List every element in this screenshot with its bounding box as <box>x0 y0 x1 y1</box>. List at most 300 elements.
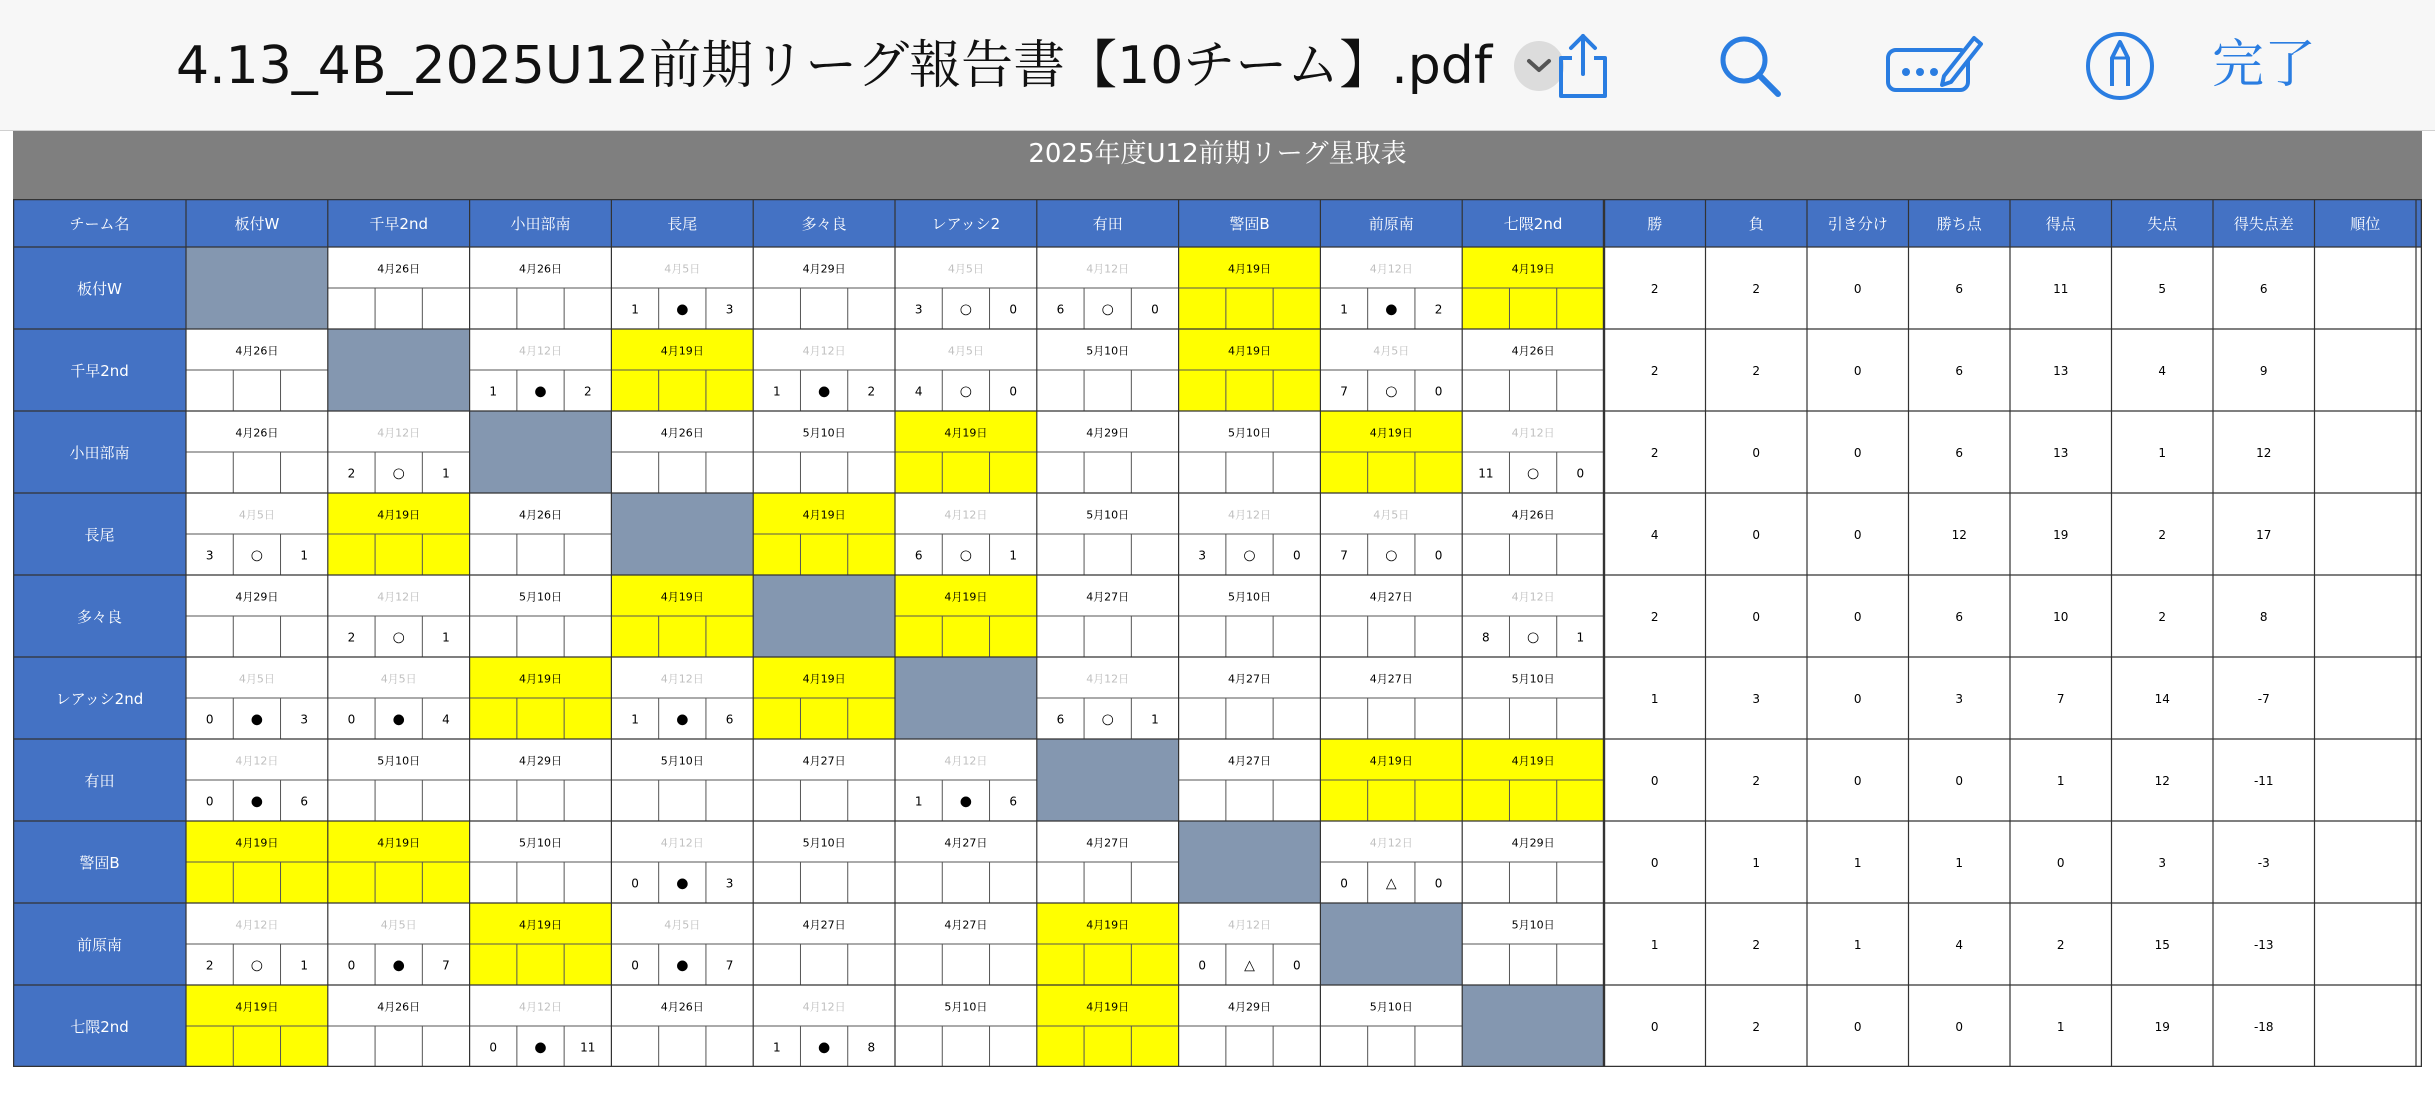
stat-value: 0 <box>1650 1020 1659 1034</box>
match-date: 4月12日 <box>1511 426 1555 440</box>
team-name: 警固B <box>79 854 120 872</box>
match-date: 4月5日 <box>664 918 701 932</box>
goals-against: 1 <box>300 958 308 973</box>
stat-value: 0 <box>1853 364 1862 378</box>
match-date: 4月26日 <box>377 1000 421 1014</box>
match-date: 5月10日 <box>377 754 421 768</box>
goals-against: 0 <box>1576 466 1585 481</box>
match-date: 4月19日 <box>235 836 279 850</box>
goals-for: 6 <box>914 548 923 563</box>
match-date: 4月12日 <box>1086 672 1130 686</box>
header-col-team: レアッシ2 <box>931 215 1001 233</box>
header-col-team: 小田部南 <box>510 215 571 233</box>
goals-for: 0 <box>631 958 639 973</box>
stat-value: 1 <box>1650 692 1659 706</box>
goals-against: 0 <box>1009 384 1017 399</box>
stat-value: 2 <box>2158 610 2167 624</box>
match-date: 4月12日 <box>1228 918 1271 932</box>
match-date: 4月19日 <box>1511 754 1555 768</box>
goals-against: 3 <box>725 876 734 891</box>
stat-value: 6 <box>1955 610 1964 624</box>
document-title[interactable] <box>176 28 1564 104</box>
match-date: 4月26日 <box>1511 508 1555 522</box>
result-mark: ● <box>676 875 689 892</box>
stat-value: 4 <box>1650 528 1659 542</box>
goals-against: 0 <box>1434 384 1443 399</box>
match-date: 5月10日 <box>802 836 846 850</box>
stat-value: 2 <box>1650 364 1659 378</box>
match-date: 4月27日 <box>802 918 846 932</box>
stat-value: -3 <box>2257 856 2270 870</box>
stat-cell <box>2315 493 2417 575</box>
self-match-cell <box>186 247 328 329</box>
stat-value: 0 <box>1955 1020 1964 1034</box>
result-mark: ○ <box>1243 547 1256 564</box>
goals-for: 8 <box>1482 630 1490 645</box>
stat-value: 9 <box>2259 364 2268 378</box>
goals-for: 1 <box>631 712 639 727</box>
match-date: 4月29日 <box>235 590 279 604</box>
goals-against: 1 <box>300 548 308 563</box>
goals-for: 3 <box>914 302 923 317</box>
result-mark: ○ <box>1526 629 1540 646</box>
goals-against: 6 <box>725 712 734 727</box>
stat-cell <box>2315 821 2417 903</box>
header-stat: 得失点差 <box>2233 215 2294 233</box>
header-team-name: チーム名 <box>69 215 130 233</box>
stat-value: 2 <box>2056 938 2065 952</box>
stat-value: 8 <box>2259 610 2268 624</box>
self-match-cell <box>470 411 612 493</box>
self-match-cell <box>895 657 1037 739</box>
match-date: 4月5日 <box>664 262 701 276</box>
self-match-cell <box>611 493 753 575</box>
match-date: 4月5日 <box>1373 508 1410 522</box>
match-date: 4月27日 <box>1369 590 1413 604</box>
document-title-text: 4.13_4B_2025U12前期リーグ報告書【10チーム】.pdf <box>176 36 1493 96</box>
stat-value: -11 <box>2253 774 2274 788</box>
goals-against: 6 <box>300 794 308 809</box>
stat-value: 1 <box>1955 856 1964 870</box>
goals-against: 4 <box>442 712 450 727</box>
goals-against: 3 <box>725 302 734 317</box>
goals-for: 1 <box>631 302 639 317</box>
stat-value: 1 <box>2158 446 2167 460</box>
goals-for: 1 <box>773 1040 781 1055</box>
self-match-cell <box>1179 821 1321 903</box>
share-icon[interactable] <box>1545 28 1621 104</box>
result-mark: ○ <box>959 383 973 400</box>
match-date: 4月19日 <box>235 1000 279 1014</box>
goals-for: 7 <box>1340 548 1348 563</box>
stat-value: 1 <box>2056 1020 2065 1034</box>
stat-value: 0 <box>1752 446 1761 460</box>
match-date: 5月10日 <box>519 836 562 850</box>
stat-cell <box>2315 575 2417 657</box>
goals-for: 11 <box>1478 466 1494 481</box>
stat-cell <box>2315 739 2417 821</box>
stat-value: 0 <box>1853 446 1862 460</box>
team-name: 七隈2nd <box>70 1018 129 1036</box>
goals-against: 1 <box>442 466 450 481</box>
match-date: 5月10日 <box>802 426 846 440</box>
match-date: 4月29日 <box>1086 426 1130 440</box>
goals-against: 0 <box>1292 548 1301 563</box>
header-col-team: 千早2nd <box>369 215 428 233</box>
match-date: 4月19日 <box>1228 262 1271 276</box>
self-match-cell <box>1037 739 1179 821</box>
match-date: 4月19日 <box>519 918 562 932</box>
stat-cell <box>2315 247 2417 329</box>
match-date: 5月10日 <box>1369 1000 1413 1014</box>
stat-value: 19 <box>2053 528 2069 542</box>
result-mark: ● <box>250 711 264 728</box>
goals-for: 0 <box>489 1040 498 1055</box>
stat-value: 2 <box>2158 528 2167 542</box>
result-mark: ● <box>534 1039 547 1056</box>
header-col-team: 有田 <box>1092 215 1123 233</box>
goals-against: 0 <box>1434 548 1443 563</box>
match-date: 4月27日 <box>1228 754 1271 768</box>
stat-value: 6 <box>1955 364 1964 378</box>
match-date: 4月29日 <box>519 754 562 768</box>
header-stat: 失点 <box>2147 215 2178 233</box>
stat-value: 0 <box>2056 856 2065 870</box>
header-col-team: 板付W <box>234 215 280 233</box>
match-date: 4月19日 <box>377 836 421 850</box>
stat-value: 1 <box>1752 856 1761 870</box>
result-mark: ○ <box>250 547 264 564</box>
match-date: 5月10日 <box>944 1000 988 1014</box>
match-date: 4月26日 <box>660 426 704 440</box>
self-match-cell <box>328 329 470 411</box>
done-button[interactable]: 完了 <box>2212 35 2317 95</box>
match-date: 4月12日 <box>660 836 704 850</box>
stat-value: 1 <box>1853 938 1862 952</box>
match-date: 4月26日 <box>235 344 279 358</box>
stat-cell <box>2315 657 2417 739</box>
match-date: 4月19日 <box>944 426 988 440</box>
markup-icon[interactable] <box>2082 28 2158 104</box>
goals-for: 0 <box>205 794 214 809</box>
team-name: 板付W <box>77 280 122 298</box>
goals-for: 0 <box>205 712 214 727</box>
stat-value: 0 <box>1853 528 1862 542</box>
match-date: 4月29日 <box>1511 836 1555 850</box>
goals-against: 1 <box>1576 630 1585 645</box>
goals-for: 0 <box>347 958 356 973</box>
header-stat: 順位 <box>2350 215 2381 233</box>
goals-for: 2 <box>205 958 214 973</box>
stat-value: 6 <box>1955 282 1964 296</box>
stat-value: 0 <box>1752 528 1761 542</box>
stat-value: -18 <box>2253 1020 2274 1034</box>
stat-cell <box>2315 985 2417 1067</box>
stat-value: 5 <box>2158 282 2167 296</box>
result-mark: ● <box>392 711 405 728</box>
match-date: 4月12日 <box>1228 508 1271 522</box>
header-stat: 引き分け <box>1827 215 1888 233</box>
stat-value: 19 <box>2154 1020 2170 1034</box>
match-date: 4月19日 <box>660 590 704 604</box>
team-name: 千早2nd <box>70 362 129 380</box>
result-mark: ● <box>534 383 547 400</box>
stat-value: 0 <box>1853 1020 1862 1034</box>
match-date: 4月19日 <box>1369 754 1413 768</box>
stat-value: 2 <box>1752 1020 1761 1034</box>
team-name: 多々良 <box>76 608 123 626</box>
goals-against: 6 <box>1009 794 1017 809</box>
match-date: 4月5日 <box>947 262 984 276</box>
match-date: 4月12日 <box>377 426 421 440</box>
goals-for: 2 <box>347 630 356 645</box>
goals-against: 0 <box>1292 958 1301 973</box>
goals-for: 7 <box>1340 384 1348 399</box>
result-mark: ● <box>392 957 405 974</box>
goals-for: 0 <box>631 876 639 891</box>
match-date: 4月12日 <box>377 590 421 604</box>
result-mark: ● <box>1385 301 1398 318</box>
match-date: 4月12日 <box>1369 836 1413 850</box>
match-date: 4月12日 <box>519 1000 562 1014</box>
header-stat: 得点 <box>2045 215 2076 233</box>
header-col-team: 七隈2nd <box>1503 215 1563 233</box>
result-mark: ○ <box>1385 383 1398 400</box>
header-stat: 負 <box>1748 215 1764 233</box>
match-date: 5月10日 <box>519 590 562 604</box>
match-date: 4月26日 <box>1511 344 1555 358</box>
result-mark: ○ <box>959 301 973 318</box>
team-name: レアッシ2nd <box>55 690 144 708</box>
match-date: 4月19日 <box>802 508 846 522</box>
match-date: 5月10日 <box>1511 918 1555 932</box>
match-date: 5月10日 <box>1511 672 1555 686</box>
match-date: 4月19日 <box>377 508 421 522</box>
match-date: 4月12日 <box>1369 262 1413 276</box>
goals-for: 4 <box>914 384 923 399</box>
goals-for: 1 <box>1340 302 1348 317</box>
match-date: 4月12日 <box>660 672 704 686</box>
stat-value: 4 <box>2158 364 2167 378</box>
stat-value: 14 <box>2154 692 2170 706</box>
match-date: 4月27日 <box>802 754 846 768</box>
goals-against: 7 <box>442 958 450 973</box>
goals-against: 1 <box>1151 712 1159 727</box>
stat-value: 12 <box>1951 528 1967 542</box>
goals-for: 0 <box>347 712 356 727</box>
result-mark: ○ <box>1385 547 1398 564</box>
match-date: 4月5日 <box>380 918 417 932</box>
match-date: 4月12日 <box>235 918 279 932</box>
match-date: 4月27日 <box>944 836 988 850</box>
stat-value: 2 <box>1650 446 1659 460</box>
goals-against: 0 <box>1009 302 1017 317</box>
match-date: 4月19日 <box>1511 262 1555 276</box>
stat-value: 2 <box>1752 282 1761 296</box>
stat-value: 11 <box>2053 282 2069 296</box>
goals-against: 8 <box>867 1040 876 1055</box>
stat-value: -7 <box>2257 692 2270 706</box>
result-mark: ○ <box>1526 465 1540 482</box>
result-mark: ● <box>676 301 689 318</box>
stat-value: 0 <box>1752 610 1761 624</box>
match-date: 4月12日 <box>944 754 988 768</box>
match-date: 4月26日 <box>519 262 562 276</box>
stat-value: -13 <box>2253 938 2274 952</box>
result-mark: ● <box>676 957 689 974</box>
match-date: 4月27日 <box>944 918 988 932</box>
stat-value: 3 <box>1752 692 1761 706</box>
stat-value: 0 <box>1853 774 1862 788</box>
match-date: 4月12日 <box>235 754 279 768</box>
match-date: 4月19日 <box>519 672 562 686</box>
annotate-icon[interactable] <box>1884 28 1984 104</box>
stat-value: 0 <box>1853 692 1862 706</box>
match-date: 5月10日 <box>1228 426 1271 440</box>
stat-value: 1 <box>1853 856 1862 870</box>
result-mark: ○ <box>959 547 973 564</box>
result-mark: ● <box>817 383 831 400</box>
header-col-team: 前原南 <box>1368 215 1414 233</box>
goals-for: 3 <box>205 548 214 563</box>
stat-value: 0 <box>1650 856 1659 870</box>
match-date: 4月5日 <box>1373 344 1410 358</box>
match-date: 4月12日 <box>1511 590 1555 604</box>
result-mark: ○ <box>392 465 405 482</box>
goals-against: 11 <box>580 1040 596 1055</box>
header-col-team: 警固B <box>1229 215 1270 233</box>
match-date: 4月19日 <box>1369 426 1413 440</box>
stat-value: 3 <box>1955 692 1964 706</box>
sheet-title: 2025年度U12前期リーグ星取表 <box>13 131 2422 199</box>
header-stat: 勝 <box>1647 215 1663 233</box>
match-date: 4月26日 <box>660 1000 704 1014</box>
match-date: 4月26日 <box>519 508 562 522</box>
goals-against: 0 <box>1434 876 1443 891</box>
self-match-cell <box>1320 903 1462 985</box>
match-date: 5月10日 <box>1086 344 1130 358</box>
match-date: 4月5日 <box>238 508 275 522</box>
stat-value: 0 <box>1853 610 1862 624</box>
match-date: 4月19日 <box>1228 344 1271 358</box>
goals-for: 0 <box>1340 876 1348 891</box>
self-match-cell <box>753 575 895 657</box>
team-name: 有田 <box>84 772 115 790</box>
stat-cell <box>2315 903 2417 985</box>
match-date: 4月27日 <box>1086 836 1130 850</box>
goals-for: 1 <box>489 384 498 399</box>
match-date: 4月27日 <box>1228 672 1271 686</box>
match-date: 4月5日 <box>238 672 275 686</box>
stat-cell <box>2315 329 2417 411</box>
stat-value: 13 <box>2053 446 2069 460</box>
result-mark: △ <box>1244 957 1255 974</box>
stat-value: 2 <box>1752 774 1761 788</box>
team-name: 小田部南 <box>69 444 130 462</box>
match-date: 4月26日 <box>235 426 279 440</box>
match-date: 4月19日 <box>1086 1000 1130 1014</box>
result-mark: △ <box>1385 875 1397 892</box>
stat-value: 2 <box>1752 364 1761 378</box>
goals-against: 2 <box>583 384 592 399</box>
stat-value: 2 <box>1650 282 1659 296</box>
stat-value: 2 <box>1752 938 1761 952</box>
search-icon[interactable] <box>1712 28 1788 104</box>
match-date: 4月26日 <box>377 262 421 276</box>
stat-cell <box>2315 411 2417 493</box>
match-date: 4月19日 <box>944 590 988 604</box>
goals-against: 7 <box>725 958 734 973</box>
viewer-toolbar <box>0 0 2435 131</box>
stat-value: 1 <box>2056 774 2065 788</box>
stat-value: 7 <box>2056 692 2065 706</box>
result-mark: ● <box>817 1039 831 1056</box>
match-date: 4月19日 <box>1086 918 1130 932</box>
team-name: 長尾 <box>84 526 115 544</box>
match-date: 4月12日 <box>802 344 846 358</box>
goals-for: 1 <box>773 384 781 399</box>
goals-for: 6 <box>1056 712 1065 727</box>
result-mark: ○ <box>250 957 264 974</box>
match-date: 5月10日 <box>1228 590 1271 604</box>
header-stat: 勝ち点 <box>1936 215 1982 233</box>
match-date: 4月19日 <box>802 672 846 686</box>
match-date: 4月27日 <box>1369 672 1413 686</box>
match-date: 4月12日 <box>519 344 562 358</box>
match-date: 4月12日 <box>802 1000 846 1014</box>
goals-against: 2 <box>867 384 876 399</box>
stat-value: 4 <box>1955 938 1964 952</box>
goals-for: 0 <box>1198 958 1207 973</box>
match-date: 5月10日 <box>660 754 704 768</box>
stat-value: 12 <box>2154 774 2170 788</box>
stat-value: 15 <box>2154 938 2170 952</box>
stat-value: 17 <box>2256 528 2272 542</box>
result-mark: ○ <box>1101 711 1114 728</box>
goals-against: 2 <box>1434 302 1443 317</box>
standings-sheet <box>13 131 2422 1067</box>
match-date: 4月29日 <box>1228 1000 1271 1014</box>
stat-value: 6 <box>2259 282 2268 296</box>
goals-for: 1 <box>914 794 923 809</box>
standings-table <box>13 199 2422 1067</box>
match-date: 5月10日 <box>1086 508 1130 522</box>
stat-value: 1 <box>1650 938 1659 952</box>
stat-value: 13 <box>2053 364 2069 378</box>
match-date: 4月19日 <box>660 344 704 358</box>
team-name: 前原南 <box>76 936 123 954</box>
stat-value: 6 <box>1955 446 1964 460</box>
result-mark: ● <box>959 793 973 810</box>
goals-against: 1 <box>1009 548 1017 563</box>
self-match-cell <box>1462 985 1604 1067</box>
goals-against: 1 <box>442 630 450 645</box>
goals-for: 2 <box>347 466 356 481</box>
result-mark: ● <box>676 711 689 728</box>
goals-for: 3 <box>1198 548 1207 563</box>
stat-value: 0 <box>1955 774 1964 788</box>
stat-value: 2 <box>1650 610 1659 624</box>
stat-value: 12 <box>2256 446 2272 460</box>
match-date: 4月29日 <box>802 262 846 276</box>
match-date: 4月12日 <box>1086 262 1130 276</box>
stat-value: 3 <box>2158 856 2167 870</box>
result-mark: ○ <box>1101 301 1114 318</box>
stat-value: 10 <box>2053 610 2069 624</box>
result-mark: ○ <box>392 629 405 646</box>
header-col-team: 多々良 <box>801 215 847 233</box>
goals-against: 0 <box>1151 302 1159 317</box>
